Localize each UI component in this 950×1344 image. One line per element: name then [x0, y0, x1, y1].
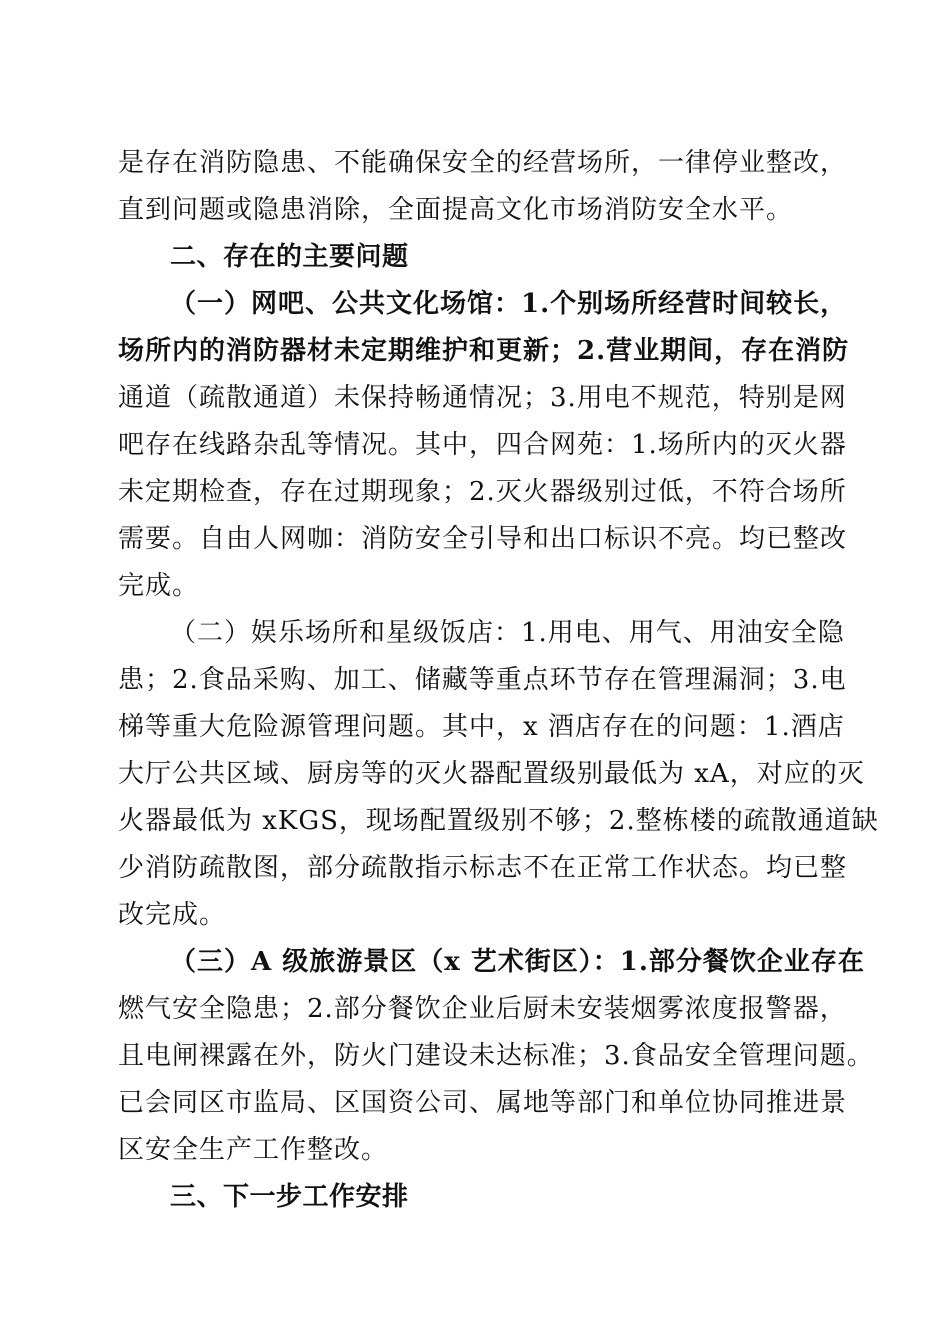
body-line: 改完成。 — [118, 900, 227, 930]
body-line: 少消防疏散图，部分疏散指示标志不在正常工作状态。均已整 — [118, 853, 848, 883]
body-line: 火器最低为 xKGS，现场配置级别不够；2.整栋楼的疏散通道缺 — [118, 806, 879, 836]
section-heading-2: 二、存在的主要问题 — [170, 242, 409, 272]
section-heading-3: 三、下一步工作安排 — [170, 1182, 409, 1212]
body-line: 且电闸裸露在外，防火门建设未达标准；3.食品安全管理问题。 — [118, 1041, 874, 1071]
body-line: 已会同区市监局、区国资公司、属地等部门和单位协同推进景 — [118, 1088, 848, 1118]
body-line: 直到问题或隐患消除，全面提高文化市场消防安全水平。 — [118, 195, 794, 225]
body-line: 是存在消防隐患、不能确保安全的经营场所，一律停业整改， — [118, 148, 848, 178]
body-line: 患；2.食品采购、加工、储藏等重点环节存在管理漏洞；3.电 — [118, 665, 847, 695]
body-line: 未定期检查，存在过期现象；2.灭火器级别过低，不符合场所 — [118, 477, 847, 507]
subsection-1-lead-line: （一）网吧、公共文化场馆：1.个别场所经营时间较长， — [170, 289, 848, 319]
body-line: 需要。自由人网咖：消防安全引导和出口标识不亮。均已整改 — [118, 524, 848, 554]
body-line: 燃气安全隐患；2.部分餐饮企业后厨未安装烟雾浓度报警器， — [118, 994, 847, 1024]
body-line: 完成。 — [118, 571, 200, 601]
subsection-2-lead-line: （二）娱乐场所和星级饭店：1.用电、用气、用油安全隐 — [170, 618, 845, 648]
body-line: 区安全生产工作整改。 — [118, 1135, 389, 1165]
subsection-3-lead-line: （三）A 级旅游景区（x 艺术街区）：1.部分餐饮企业存在 — [170, 947, 865, 977]
body-line: 大厅公共区域、厨房等的灭火器配置级别最低为 xA，对应的灭 — [118, 759, 865, 789]
body-line: 梯等重大危险源管理问题。其中，x 酒店存在的问题：1.酒店 — [118, 712, 845, 742]
body-line: 通道（疏散通道）未保持畅通情况；3.用电不规范，特别是网 — [118, 383, 847, 413]
body-line: 场所内的消防器材未定期维护和更新；2.营业期间，存在消防 — [118, 336, 850, 366]
body-line: 吧存在线路杂乱等情况。其中，四合网苑：1.场所内的灭火器 — [118, 430, 847, 460]
